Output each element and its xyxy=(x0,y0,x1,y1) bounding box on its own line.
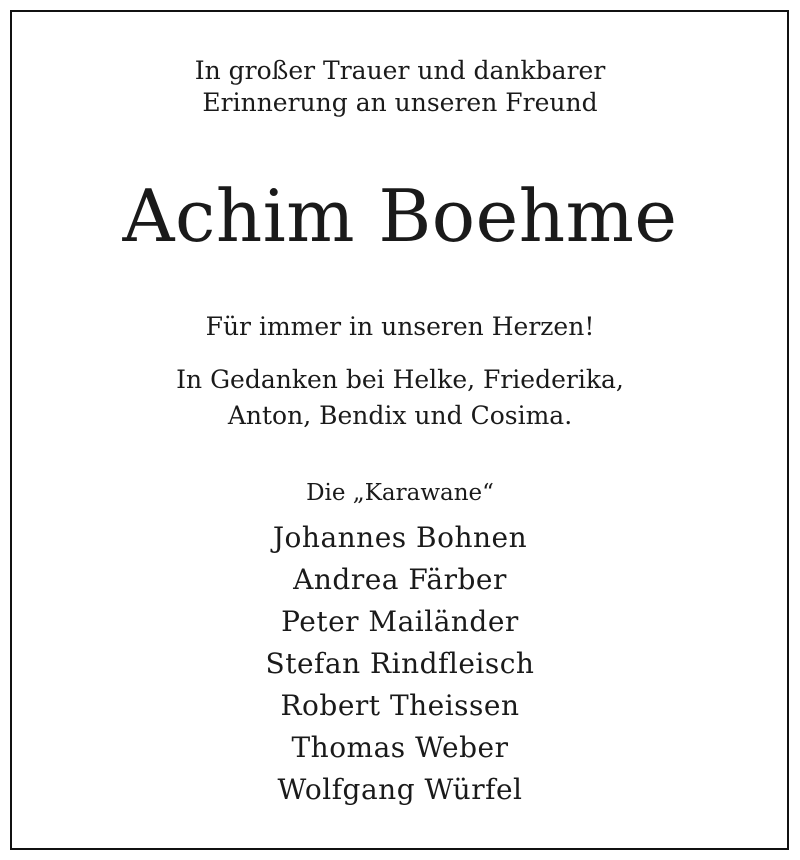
thoughts-line-2: Anton, Bendix und Cosima. xyxy=(227,401,573,430)
member-name: Stefan Rindfleisch xyxy=(265,647,535,680)
member-name: Johannes Bohnen xyxy=(272,521,528,554)
deceased-name: Achim Boehme xyxy=(122,174,678,258)
group-name: Die „Karawane“ xyxy=(306,480,494,506)
member-name: Thomas Weber xyxy=(291,731,509,764)
member-name: Andrea Färber xyxy=(293,563,507,596)
intro-line-1: In großer Trauer und dankbarer xyxy=(194,56,606,85)
tribute-line: Für immer in unseren Herzen! xyxy=(205,312,595,341)
intro-line-2: Erinnerung an unseren Freund xyxy=(202,88,598,117)
member-name: Wolfgang Würfel xyxy=(277,773,523,806)
member-name: Peter Mailänder xyxy=(281,605,519,638)
thoughts-line-1: In Gedanken bei Helke, Friederika, xyxy=(176,365,624,394)
member-name: Robert Theissen xyxy=(280,689,520,722)
